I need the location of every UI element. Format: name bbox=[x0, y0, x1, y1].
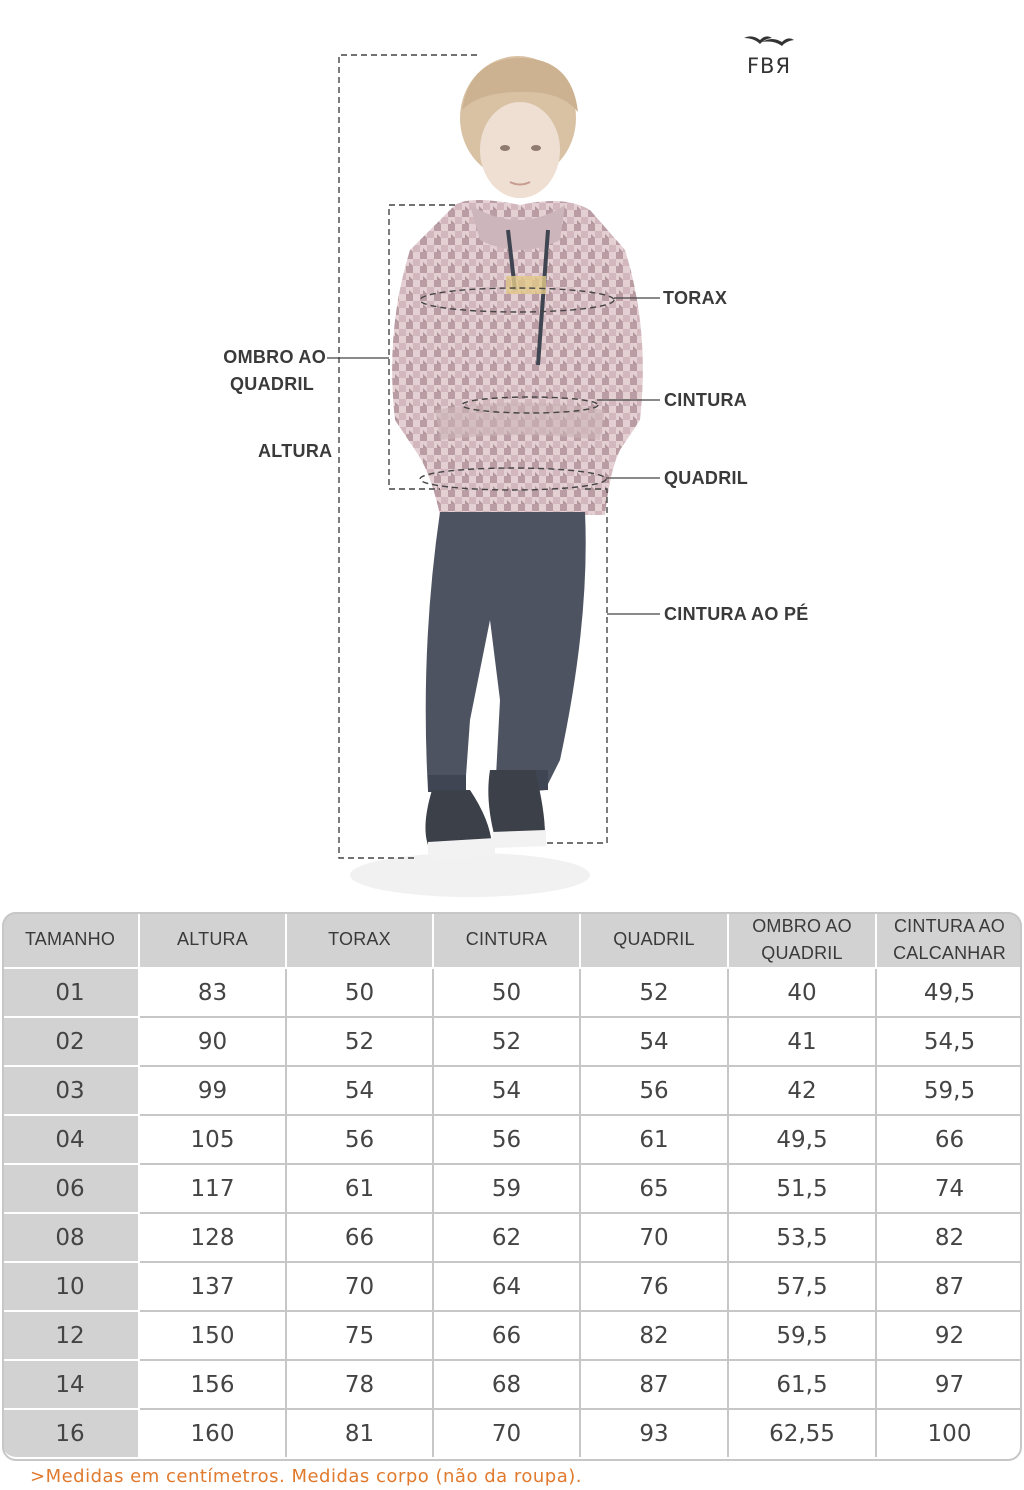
measurement-cell: 93 bbox=[581, 1410, 729, 1457]
size-cell: 10 bbox=[2, 1263, 140, 1312]
measurement-cell: 62,55 bbox=[729, 1410, 877, 1457]
measurement-cell: 54 bbox=[434, 1067, 581, 1116]
measurement-cell: 97 bbox=[877, 1361, 1022, 1410]
hoodie bbox=[392, 200, 643, 515]
measurement-cell: 49,5 bbox=[729, 1116, 877, 1165]
measurement-cell: 66 bbox=[434, 1312, 581, 1361]
measurement-cell: 70 bbox=[434, 1410, 581, 1457]
seagull-logo-icon bbox=[742, 30, 796, 52]
table-row bbox=[2, 1018, 1022, 1067]
size-cell: 01 bbox=[2, 969, 140, 1018]
table-row bbox=[2, 1067, 1022, 1116]
size-cell: 02 bbox=[2, 1018, 140, 1067]
measurement-cell: 53,5 bbox=[729, 1214, 877, 1263]
table-row bbox=[2, 1361, 1022, 1410]
measurement-cell: 75 bbox=[287, 1312, 434, 1361]
table-row bbox=[2, 1116, 1022, 1165]
column-header-text: OMBRO AO bbox=[752, 915, 852, 936]
label-torax: TORAX bbox=[663, 288, 728, 308]
measurement-cell: 128 bbox=[140, 1214, 287, 1263]
measurement-cell: 87 bbox=[581, 1361, 729, 1410]
brand-logo bbox=[742, 30, 796, 80]
measurement-cell: 61,5 bbox=[729, 1361, 877, 1410]
measurement-cell: 56 bbox=[434, 1116, 581, 1165]
measurement-cell: 42 bbox=[729, 1067, 877, 1116]
column-header-text: ALTURA bbox=[177, 929, 248, 949]
column-header-text: TORAX bbox=[328, 929, 391, 949]
measurement-cell: 117 bbox=[140, 1165, 287, 1214]
measurement-cell: 61 bbox=[287, 1165, 434, 1214]
table-row bbox=[2, 969, 1022, 1018]
column-header bbox=[729, 912, 877, 969]
column-header-text: TAMANHO bbox=[24, 929, 116, 949]
table-row bbox=[2, 1410, 1022, 1457]
size-cell: 16 bbox=[2, 1410, 140, 1457]
child-head bbox=[460, 56, 578, 198]
table-body bbox=[2, 969, 1022, 1457]
label-cintura-ao-pe: CINTURA AO PÉ bbox=[664, 604, 809, 624]
measurement-cell: 57,5 bbox=[729, 1263, 877, 1312]
measurement-cell: 70 bbox=[581, 1214, 729, 1263]
column-header-text: CALCANHAR bbox=[893, 942, 1006, 963]
measurement-cell: 87 bbox=[877, 1263, 1022, 1312]
measurement-cell: 156 bbox=[140, 1361, 287, 1410]
label-quadril: QUADRIL bbox=[664, 468, 749, 488]
size-cell: 04 bbox=[2, 1116, 140, 1165]
measurement-cell: 51,5 bbox=[729, 1165, 877, 1214]
measurement-cell: 49,5 bbox=[877, 969, 1022, 1018]
measurement-cell: 150 bbox=[140, 1312, 287, 1361]
measurement-cell: 70 bbox=[287, 1263, 434, 1312]
measurement-cell: 66 bbox=[287, 1214, 434, 1263]
pants bbox=[426, 512, 586, 795]
size-table bbox=[2, 912, 1022, 1457]
column-header-text: CINTURA bbox=[465, 929, 548, 949]
size-cell: 08 bbox=[2, 1214, 140, 1263]
label-altura: ALTURA bbox=[258, 441, 333, 461]
measurement-cell: 92 bbox=[877, 1312, 1022, 1361]
measurement-cell: 82 bbox=[581, 1312, 729, 1361]
column-header bbox=[140, 912, 287, 969]
column-header bbox=[287, 912, 434, 969]
measurement-cell: 50 bbox=[434, 969, 581, 1018]
table-header-row bbox=[2, 912, 1022, 969]
measurement-cell: 62 bbox=[434, 1214, 581, 1263]
table-row bbox=[2, 1165, 1022, 1214]
measurement-cell: 137 bbox=[140, 1263, 287, 1312]
column-header bbox=[581, 912, 729, 969]
size-cell: 14 bbox=[2, 1361, 140, 1410]
measurement-cell: 105 bbox=[140, 1116, 287, 1165]
measurement-cell: 66 bbox=[877, 1116, 1022, 1165]
label-ombro-ao-quadril-line1: OMBRO AO bbox=[223, 347, 326, 367]
measurement-cell: 99 bbox=[140, 1067, 287, 1116]
label-cintura: CINTURA bbox=[664, 390, 748, 410]
measurement-cell: 81 bbox=[287, 1410, 434, 1457]
size-cell: 03 bbox=[2, 1067, 140, 1116]
measurement-cell: 56 bbox=[287, 1116, 434, 1165]
measurement-cell: 54,5 bbox=[877, 1018, 1022, 1067]
measurement-cell: 50 bbox=[287, 969, 434, 1018]
measurement-cell: 59,5 bbox=[729, 1312, 877, 1361]
brand-logo-text: FBЯ bbox=[746, 54, 792, 78]
measurement-cell: 59 bbox=[434, 1165, 581, 1214]
measurement-cell: 90 bbox=[140, 1018, 287, 1067]
size-cell: 12 bbox=[2, 1312, 140, 1361]
measurement-cell: 52 bbox=[434, 1018, 581, 1067]
measurement-cell: 41 bbox=[729, 1018, 877, 1067]
measurement-cell: 65 bbox=[581, 1165, 729, 1214]
measurement-cell: 83 bbox=[140, 969, 287, 1018]
column-header-text: QUADRIL bbox=[761, 942, 843, 963]
column-header bbox=[2, 912, 140, 969]
measurement-cell: 64 bbox=[434, 1263, 581, 1312]
measurement-cell: 100 bbox=[877, 1410, 1022, 1457]
table-row bbox=[2, 1312, 1022, 1361]
size-chart bbox=[2, 912, 1022, 1457]
column-header-text: QUADRIL bbox=[613, 929, 695, 949]
measurement-cell: 56 bbox=[581, 1067, 729, 1116]
size-cell: 06 bbox=[2, 1165, 140, 1214]
footnote: >Medidas em centímetros. Medidas corpo (não da roupa). bbox=[30, 1466, 582, 1487]
label-ombro-ao-quadril-line2: QUADRIL bbox=[230, 374, 315, 394]
measurement-cell: 160 bbox=[140, 1410, 287, 1457]
measurement-cell: 74 bbox=[877, 1165, 1022, 1214]
table-row bbox=[2, 1263, 1022, 1312]
measurement-cell: 52 bbox=[287, 1018, 434, 1067]
measurement-cell: 82 bbox=[877, 1214, 1022, 1263]
measurement-cell: 54 bbox=[287, 1067, 434, 1116]
table-row bbox=[2, 1214, 1022, 1263]
measurement-cell: 52 bbox=[581, 969, 729, 1018]
column-header bbox=[877, 912, 1022, 969]
measurement-cell: 68 bbox=[434, 1361, 581, 1410]
measurement-cell: 54 bbox=[581, 1018, 729, 1067]
column-header bbox=[434, 912, 581, 969]
measurement-cell: 59,5 bbox=[877, 1067, 1022, 1116]
measurement-cell: 76 bbox=[581, 1263, 729, 1312]
measurement-cell: 61 bbox=[581, 1116, 729, 1165]
measurement-cell: 40 bbox=[729, 969, 877, 1018]
column-header-text: CINTURA AO bbox=[893, 915, 1006, 936]
measurement-cell: 78 bbox=[287, 1361, 434, 1410]
